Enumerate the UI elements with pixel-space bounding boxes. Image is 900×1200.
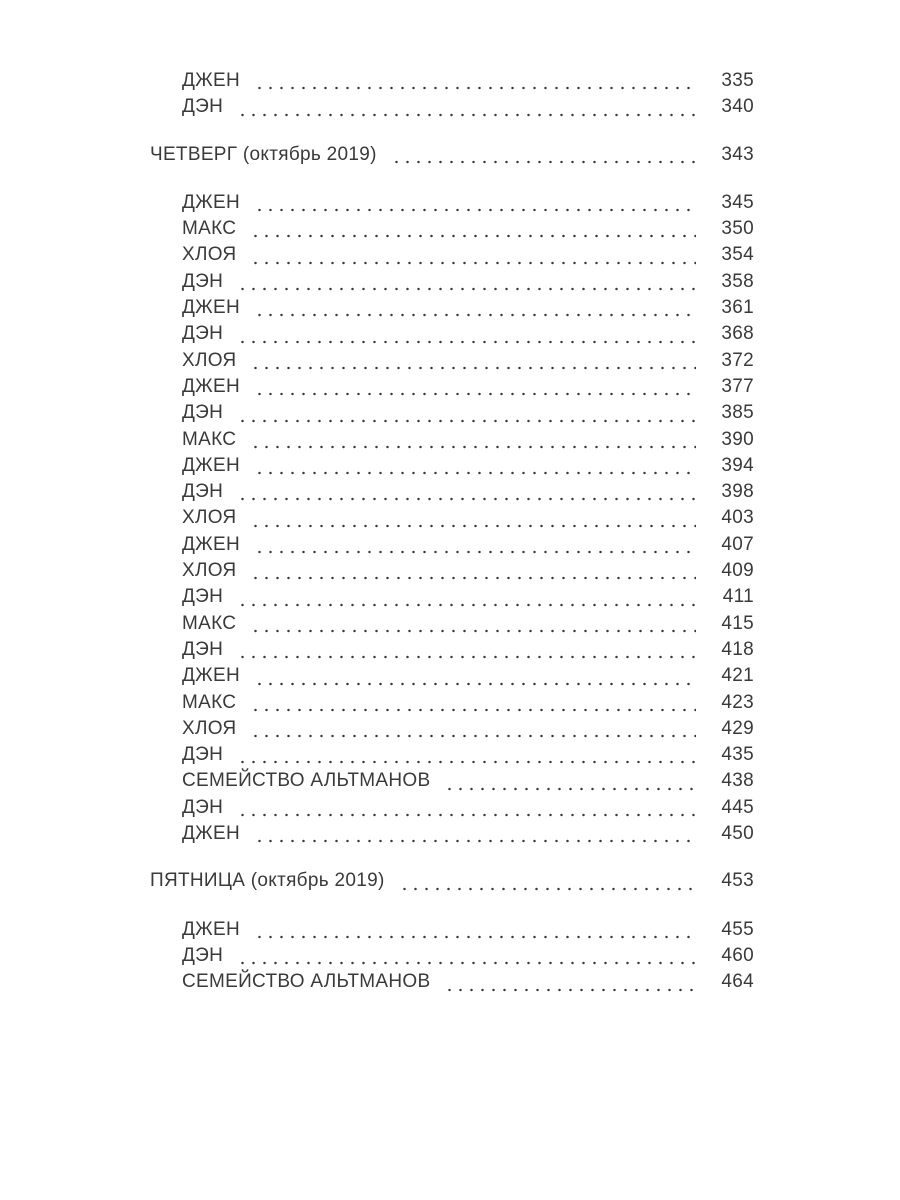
toc-entry	[150, 768, 754, 794]
toc-entry-page-number: 407	[721, 533, 754, 555]
toc-entry-label: ДЭН	[182, 944, 224, 966]
toc-section-heading	[150, 868, 754, 894]
toc-entry-page-number: 354	[721, 244, 754, 266]
toc-entry-page-number: 345	[721, 191, 754, 213]
toc-entry-label: ДЭН	[182, 638, 224, 660]
dot-leader	[248, 427, 696, 453]
toc-entry	[150, 795, 754, 821]
toc-entry-label: ДЖЕН	[182, 533, 241, 555]
toc-entry-label: МАКС	[182, 691, 237, 713]
dot-leader	[397, 868, 696, 894]
toc-entry-label: ДЭН	[182, 586, 224, 608]
toc-entry-label: ДЖЕН	[182, 918, 241, 940]
toc-entry-page-number: 445	[721, 796, 754, 818]
toc-entry	[150, 295, 754, 321]
toc-section-heading	[150, 142, 754, 168]
toc-entry	[150, 321, 754, 347]
toc-entry-label: МАКС	[182, 612, 237, 634]
toc-entry-page-number: 415	[721, 612, 754, 634]
toc-entry	[150, 821, 754, 847]
toc-entry-label: ДЖЕН	[182, 70, 241, 91]
toc-entry-label: ДЭН	[182, 323, 224, 345]
toc-entry-label: МАКС	[182, 428, 237, 450]
toc-entry-page-number: 438	[721, 770, 754, 792]
dot-leader	[235, 584, 696, 610]
toc-entry-page-number: 464	[721, 971, 754, 993]
table-of-contents	[150, 68, 754, 996]
toc-entry-label: ДЖЕН	[182, 823, 241, 845]
toc-entry	[150, 663, 754, 689]
toc-entry-page-number: 403	[721, 507, 754, 529]
toc-entry-label: ДЭН	[182, 481, 224, 503]
toc-entry-page-number: 390	[721, 428, 754, 450]
toc-entry-label: ДЭН	[182, 96, 224, 118]
dot-leader	[248, 716, 696, 742]
toc-entry-page-number: 398	[721, 481, 754, 503]
toc-entry-label: ДЖЕН	[182, 454, 241, 476]
toc-entry-page-number: 455	[721, 918, 754, 940]
toc-entry	[150, 242, 754, 268]
toc-entry-label: МАКС	[182, 218, 237, 240]
dot-leader	[235, 479, 696, 505]
dot-leader	[235, 742, 696, 768]
toc-entry-page-number: 394	[721, 454, 754, 476]
dot-leader	[235, 94, 696, 120]
toc-entry	[150, 348, 754, 374]
toc-entry	[150, 742, 754, 768]
dot-leader	[248, 611, 696, 637]
toc-entry-label: ХЛОЯ	[182, 560, 237, 582]
toc-entry-page-number: 450	[721, 823, 754, 845]
dot-leader	[248, 242, 696, 268]
dot-leader	[252, 374, 696, 400]
toc-entry	[150, 716, 754, 742]
toc-entry-label: ДЖЕН	[182, 191, 241, 213]
dot-leader	[252, 295, 696, 321]
dot-leader	[235, 400, 696, 426]
toc-entry-label: СЕМЕЙСТВО АЛЬТМАНОВ	[182, 971, 431, 993]
dot-leader	[252, 190, 696, 216]
toc-entry	[150, 453, 754, 479]
dot-leader	[235, 943, 696, 969]
dot-leader	[248, 558, 696, 584]
toc-entry-label: ХЛОЯ	[182, 717, 237, 739]
toc-entry-page-number: 421	[721, 665, 754, 687]
toc-entry	[150, 505, 754, 531]
toc-entry-page-number: 340	[721, 96, 754, 118]
toc-entry	[150, 269, 754, 295]
toc-section-page-number: 453	[721, 870, 754, 892]
toc-entry	[150, 374, 754, 400]
toc-entry-page-number: 377	[721, 375, 754, 397]
toc-entry-label: ХЛОЯ	[182, 507, 237, 529]
toc-section-title: ЧЕТВЕРГ (октябрь 2019)	[150, 143, 377, 165]
toc-entry-page-number: 335	[721, 70, 754, 91]
dot-leader	[252, 663, 696, 689]
toc-entry-page-number: 361	[721, 297, 754, 319]
toc-entry	[150, 637, 754, 663]
toc-section-page-number: 343	[721, 143, 754, 165]
dot-leader	[442, 768, 696, 794]
toc-entry	[150, 969, 754, 995]
toc-entry	[150, 690, 754, 716]
toc-entry-label: СЕМЕЙСТВО АЛЬТМАНОВ	[182, 770, 431, 792]
toc-entry	[150, 68, 754, 94]
toc-entry-page-number: 460	[721, 944, 754, 966]
toc-entry-page-number: 372	[721, 349, 754, 371]
dot-leader	[252, 453, 696, 479]
toc-entry	[150, 479, 754, 505]
dot-leader	[248, 690, 696, 716]
toc-entry-page-number: 368	[721, 323, 754, 345]
toc-entry-label: ДЭН	[182, 270, 224, 292]
toc-entry-label: ХЛОЯ	[182, 244, 237, 266]
toc-entry	[150, 427, 754, 453]
toc-entry-page-number: 409	[721, 560, 754, 582]
dot-leader	[235, 321, 696, 347]
toc-entry-page-number: 429	[721, 717, 754, 739]
toc-entry-page-number: 411	[722, 586, 754, 608]
toc-entry	[150, 216, 754, 242]
toc-entry-page-number: 418	[721, 638, 754, 660]
toc-entry	[150, 400, 754, 426]
toc-entry-page-number: 385	[721, 402, 754, 424]
dot-leader	[389, 142, 696, 168]
dot-leader	[442, 969, 696, 995]
toc-entry	[150, 94, 754, 120]
toc-entry-label: ДЭН	[182, 402, 224, 424]
dot-leader	[252, 821, 696, 847]
toc-entry-label: ДЖЕН	[182, 297, 241, 319]
toc-entry-label: ДЖЕН	[182, 665, 241, 687]
toc-entry-label: ХЛОЯ	[182, 349, 237, 371]
toc-entry	[150, 584, 754, 610]
toc-entry-page-number: 435	[721, 744, 754, 766]
toc-section-title: ПЯТНИЦА (октябрь 2019)	[150, 870, 385, 892]
toc-entry	[150, 190, 754, 216]
toc-entry	[150, 943, 754, 969]
dot-leader	[248, 505, 696, 531]
toc-entry-label: ДЭН	[182, 796, 224, 818]
toc-entry-page-number: 423	[721, 691, 754, 713]
toc-entry-page-number: 350	[721, 218, 754, 240]
toc-entry	[150, 532, 754, 558]
dot-leader	[252, 68, 696, 94]
toc-entry-label: ДЭН	[182, 744, 224, 766]
dot-leader	[235, 637, 696, 663]
toc-entry	[150, 558, 754, 584]
dot-leader	[252, 532, 696, 558]
dot-leader	[248, 216, 696, 242]
toc-entry-label: ДЖЕН	[182, 375, 241, 397]
dot-leader	[235, 269, 696, 295]
toc-entry	[150, 917, 754, 943]
dot-leader	[235, 795, 696, 821]
toc-entry-page-number: 358	[721, 270, 754, 292]
dot-leader	[252, 917, 696, 943]
dot-leader	[248, 348, 696, 374]
toc-entry	[150, 611, 754, 637]
